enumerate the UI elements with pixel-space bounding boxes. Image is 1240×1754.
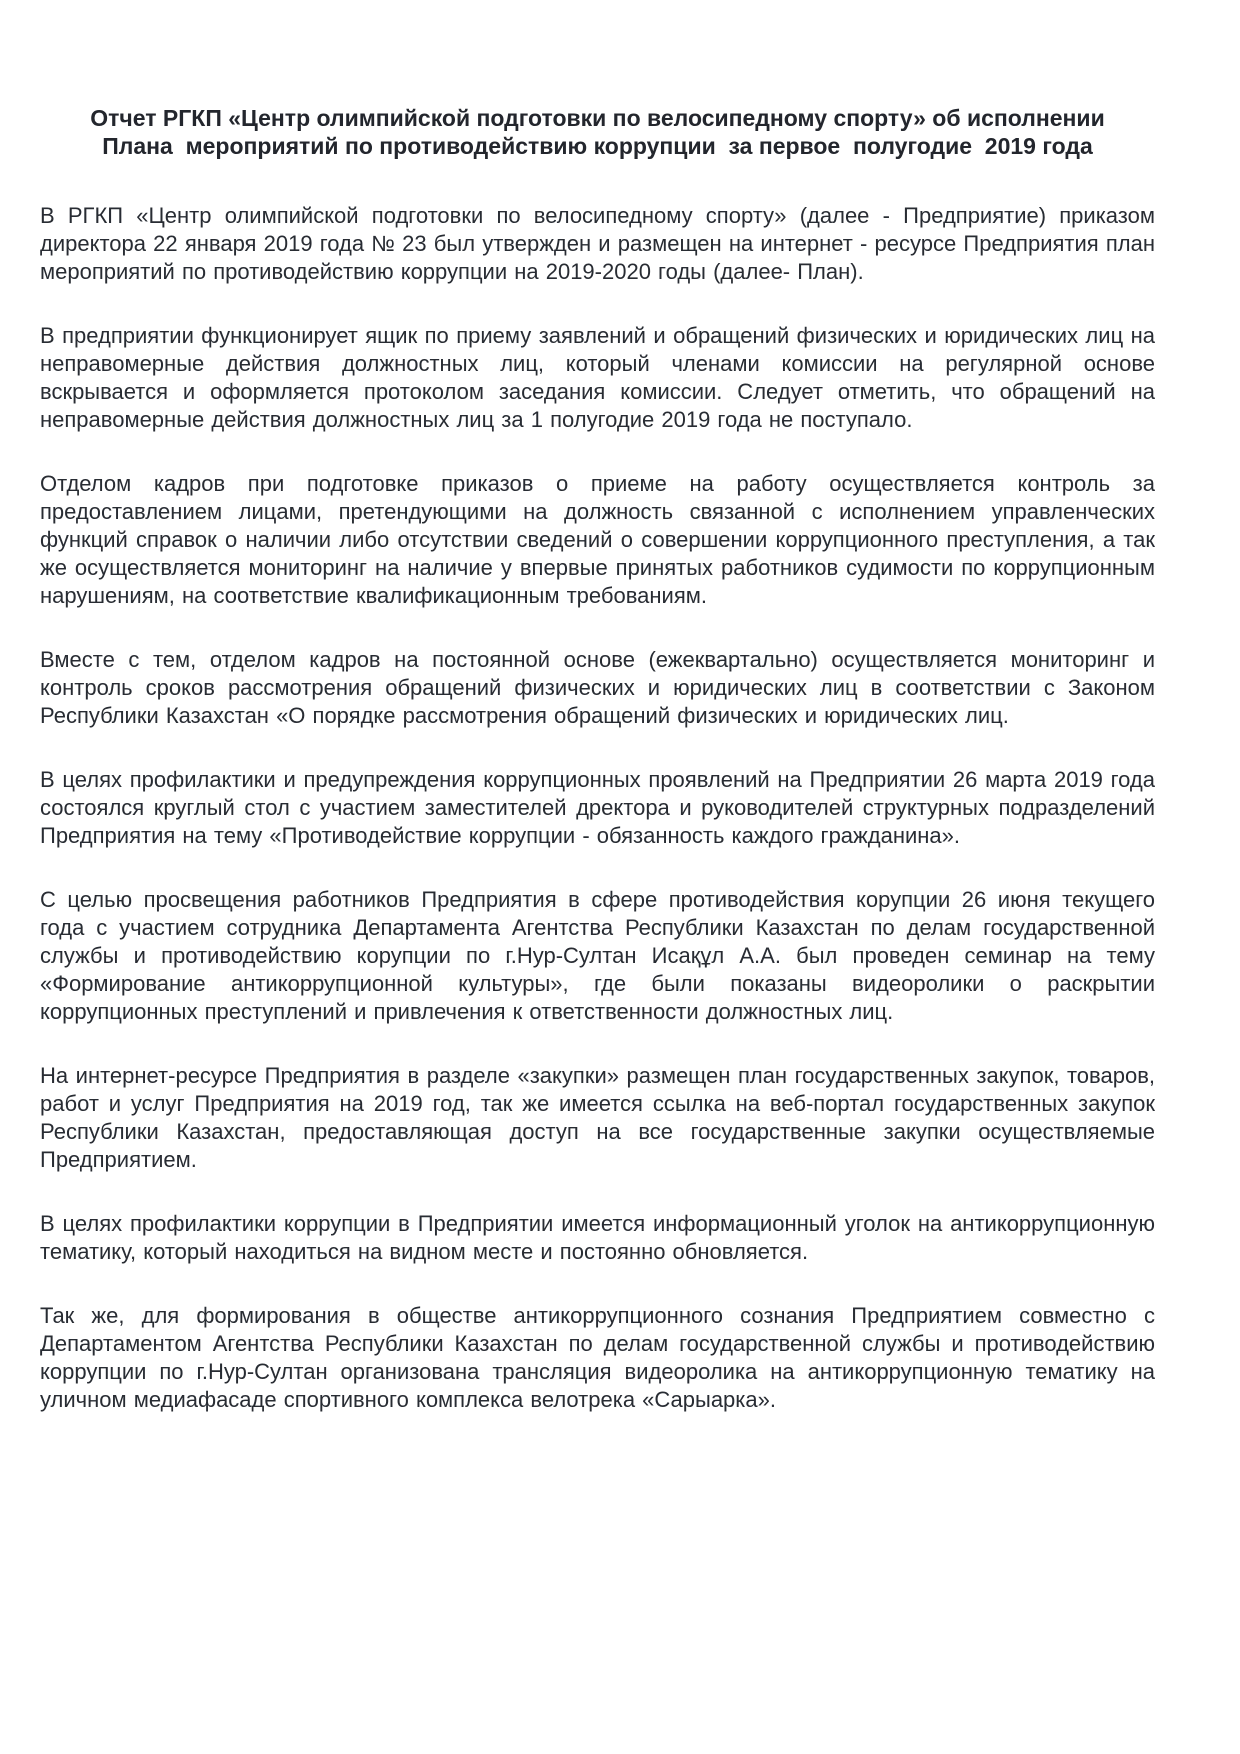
paragraph-seminar: С целью просвещения работников Предприятия в сфере противодействия корупции 26 июня текущего года с участием сотрудника Департамента Агентства Республики Казахстан по делам государственной службы и противодействию корупции по г.Нур-Султан Исақұл А.А. был проведен семинар на тему «Формирование антикоррупционной культуры», где были показаны видеоролики о раскрытии коррупционных преступлений и привлечения к ответственности должностных лиц.	[40, 887, 1155, 1024]
document-title	[40, 104, 1155, 160]
paragraph-hr-monitoring: Вместе с тем, отделом кадров на постоянной основе (ежеквартально) осуществляется мониторинг и контроль сроков рассмотрения обращений физических и юридических лиц в соответствии с Законом Республики Казахстан «О порядке рассмотрения обращений физических и юридических лиц.	[40, 647, 1155, 728]
paragraph-hr-control: Отделом кадров при подготовке приказов о приеме на работу осуществляется контроль за предоставлением лицами, претендующими на должность связанной с исполнением управленческих функций справок о наличии либо отсутствии сведений о совершении коррупционного преступления, а так же осуществляется мониторинг на наличие у впервые принятых работников судимости по коррупционным нарушениям, на соответствие квалификационным требованиям.	[40, 471, 1155, 608]
paragraph-procurement: На интернет-ресурсе Предприятия в разделе «закупки» размещен план государственных закупок, товаров, работ и услуг Предприятия на 2019 год, так же имеется ссылка на веб-портал государственных закупок Республики Казахстан, предоставляющая доступ на все государственные закупки осуществляемые Предприятием.	[40, 1063, 1155, 1172]
paragraph-info-corner: В целях профилактики коррупции в Предприятии имеется информационный уголок на антикоррупционную тематику, который находиться на видном месте и постоянно обновляется.	[40, 1211, 1155, 1264]
paragraph-plan-approval: В РГКП «Центр олимпийской подготовки по велосипедному спорту» (далее - Предприятие) приказом директора 22 января 2019 года № 23 был утвержден и размещен на интернет - ресурсе Предприятия план мероприятий по противодействию коррупции на 2019-2020 годы (далее- План).	[40, 203, 1155, 284]
paragraph-round-table: В целях профилактики и предупреждения коррупционных проявлений на Предприятии 26 марта 2019 года состоялся круглый стол с участием заместителей дректора и руководителей структурных подразделений Предприятия на тему «Противодействие коррупции - обязанность каждого гражданина».	[40, 767, 1155, 848]
paragraph-complaint-box: В предприятии функционирует ящик по приему заявлений и обращений физических и юридических лиц на неправомерные действия должностных лиц, который членами комиссии на регулярной основе вскрывается и оформляется протоколом заседания комиссии. Следует отметить, что обращений на неправомерные действия должностных лиц за 1 полугодие 2019 года не поступало.	[40, 323, 1155, 432]
document-body	[40, 202, 1155, 1414]
document-title-line-1: Отчет РГКП «Центр олимпийской подготовки по велосипедному спорту» об исполнении	[90, 105, 1105, 131]
document-title-line-2: Плана мероприятий по противодействию коррупции за первое полугодие 2019 года	[102, 133, 1093, 159]
paragraph-media-facade: Так же, для формирования в обществе антикоррупционного сознания Предприятием совместно с Департаментом Агентства Республики Казахстан по делам государственной службы и противодействию коррупции по г.Нур-Султан организована трансляция видеоролика на антикоррупционную тематику на уличном медиафасаде спортивного комплекса велотрека «Сарыарка».	[40, 1303, 1155, 1412]
